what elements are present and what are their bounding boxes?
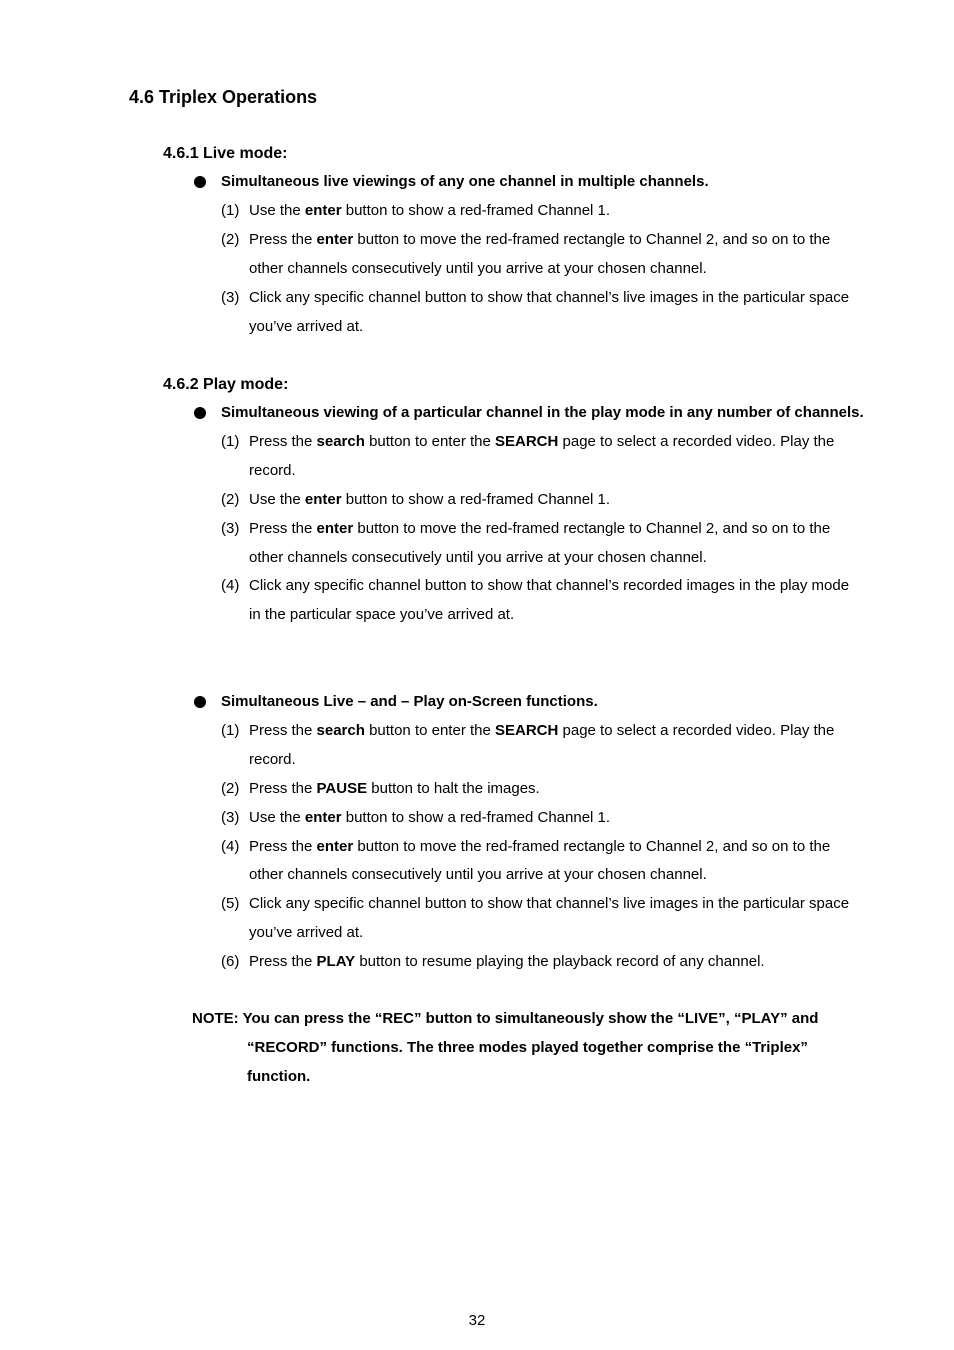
bullet-dot-icon	[194, 696, 206, 708]
play-mode-block-2	[192, 688, 872, 977]
step-text-post: button to move the red-framed rectangle to Channel 2, and so on to the other channels consecutively until you arrive at your chosen channel.	[249, 837, 831, 884]
step-text-post: Click any specific channel button to show that channel’s recorded images in the play mode in the particular space you’ve arrived at.	[249, 577, 850, 624]
play-mode-steps-1	[192, 428, 872, 630]
note-block	[192, 1005, 864, 1092]
step-text-post: button to show a red-framed Channel 1.	[341, 490, 611, 508]
step-text-post: button to move the red-framed rectangle to Channel 2, and so on to the other channels consecutively until you arrive at your chosen channel.	[249, 230, 831, 277]
step-keyword: PAUSE	[316, 779, 368, 797]
step-number: (1)	[221, 721, 240, 739]
bullet-text: Simultaneous Live – and – Play on-Screen functions.	[221, 693, 598, 710]
step-number: (4)	[221, 837, 240, 855]
step-number: (1)	[221, 432, 240, 450]
note-label: NOTE:	[192, 1010, 239, 1027]
step-number: (3)	[221, 288, 240, 306]
step-text-pre: Press the	[249, 721, 317, 739]
step-keyword: search	[316, 432, 365, 450]
step-text-pre: Press the	[249, 519, 317, 537]
step-text-pre: Use the	[249, 808, 305, 826]
step-text-pre: Press the	[249, 779, 317, 797]
step-text-pre: Press the	[249, 953, 317, 971]
step-number: (2)	[221, 230, 240, 248]
list-item	[192, 486, 872, 515]
step-text-post: button to halt the images.	[367, 779, 540, 797]
step-number: (2)	[221, 779, 240, 797]
section-title: 4.6 Triplex Operations	[129, 87, 318, 107]
step-text-mid: button to enter the	[364, 721, 495, 739]
play-mode-steps-2	[192, 717, 872, 977]
live-mode-bullet	[192, 168, 872, 197]
list-item	[192, 226, 872, 284]
list-item	[192, 804, 872, 833]
play-mode-bullet-1	[192, 399, 872, 428]
note-line-3: function.	[247, 1067, 311, 1085]
step-keyword: enter	[316, 837, 354, 855]
step-text-post: Click any specific channel button to show that channel’s live images in the particular space you’ve arrived at.	[249, 288, 850, 335]
step-keyword: PLAY	[316, 953, 356, 971]
page-number: 32	[468, 1312, 486, 1329]
step-text-post: page to select a recorded video. Play the record.	[249, 721, 835, 768]
step-number: (1)	[221, 201, 240, 219]
play-mode-heading: 4.6.2 Play mode:	[163, 376, 289, 393]
step-number: (5)	[221, 895, 240, 913]
step-number: (4)	[221, 577, 240, 595]
list-item	[192, 717, 872, 775]
step-text-post: Click any specific channel button to show that channel’s live images in the particular space you’ve arrived at.	[249, 895, 850, 942]
bullet-dot-icon	[194, 407, 206, 419]
step-keyword-2: SEARCH	[495, 721, 559, 739]
step-text-pre: Press the	[249, 837, 317, 855]
step-text-pre: Use the	[249, 201, 305, 219]
live-mode-block	[192, 168, 872, 341]
list-item	[192, 515, 872, 573]
step-text-post: page to select a recorded video. Play the record.	[249, 432, 835, 479]
step-keyword: search	[316, 721, 365, 739]
bullet-dot-icon	[194, 176, 206, 188]
live-mode-steps	[192, 197, 872, 342]
step-text-post: button to show a red-framed Channel 1.	[341, 201, 611, 219]
step-number: (2)	[221, 490, 240, 508]
step-number: (6)	[221, 953, 240, 971]
step-number: (3)	[221, 519, 240, 537]
step-text-pre: Press the	[249, 230, 317, 248]
list-item	[192, 197, 872, 226]
live-mode-heading: 4.6.1 Live mode:	[163, 145, 288, 162]
step-number: (3)	[221, 808, 240, 826]
list-item	[192, 948, 872, 977]
step-keyword: enter	[304, 808, 342, 826]
step-text-pre: Press the	[249, 432, 317, 450]
list-item	[192, 572, 872, 630]
step-keyword: enter	[304, 490, 342, 508]
list-item	[192, 890, 872, 948]
step-text-post: button to resume playing the playback record of any channel.	[355, 953, 765, 971]
list-item	[192, 284, 872, 342]
step-text-post: button to show a red-framed Channel 1.	[341, 808, 611, 826]
step-text-pre: Use the	[249, 490, 305, 508]
play-mode-block-1	[192, 399, 872, 630]
step-keyword-2: SEARCH	[495, 432, 559, 450]
note-line-2: “RECORD” functions. The three modes played together comprise the “Triplex”	[247, 1038, 808, 1056]
play-mode-bullet-2	[192, 688, 872, 717]
bullet-text: Simultaneous viewing of a particular channel in the play mode in any number of channels.	[221, 404, 864, 421]
list-item	[192, 833, 872, 891]
step-keyword: enter	[316, 519, 354, 537]
step-keyword: enter	[304, 201, 342, 219]
step-keyword: enter	[316, 230, 354, 248]
list-item	[192, 428, 872, 486]
note-line-1	[192, 1005, 864, 1034]
step-text-mid: button to enter the	[364, 432, 495, 450]
step-text-post: button to move the red-framed rectangle to Channel 2, and so on to the other channels consecutively until you arrive at your chosen channel.	[249, 519, 831, 566]
bullet-text: Simultaneous live viewings of any one channel in multiple channels.	[221, 173, 709, 190]
list-item	[192, 775, 872, 804]
note-text-1: You can press the “REC” button to simultaneously show the “LIVE”, “PLAY” and	[238, 1010, 819, 1027]
